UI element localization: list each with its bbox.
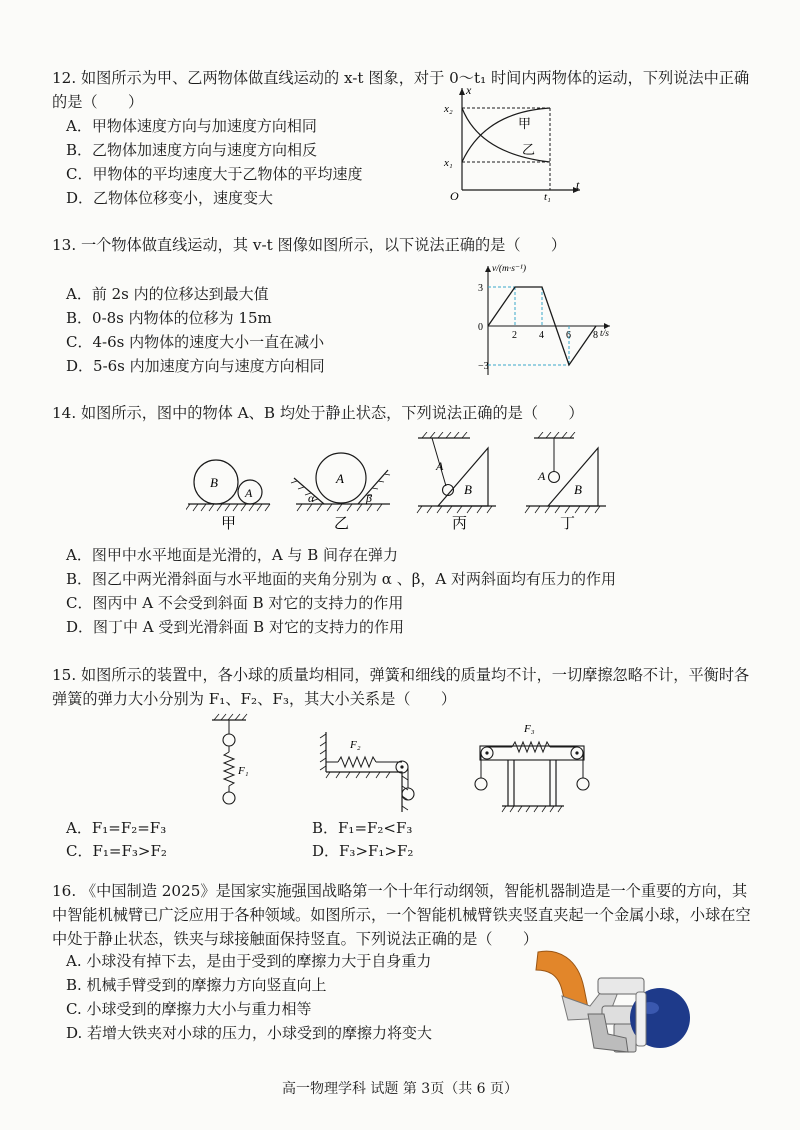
q14-fig-bing (417, 432, 496, 532)
q15-fig-2 (320, 732, 414, 812)
q12-yi-label: 乙 (522, 142, 536, 157)
q13-stem: 13. 一个物体做直线运动，其 v-t 图像如图所示，以下说法正确的是（ ） (52, 236, 567, 254)
question-15 (52, 663, 752, 711)
q15-option-c: C．F₁=F₃>F₂ (66, 842, 167, 860)
q14-label-yi: 乙 (334, 516, 350, 532)
q14-jia-A: A (245, 486, 253, 500)
q12-t1-label: t₁ (544, 191, 551, 202)
question-16 (52, 879, 752, 951)
q12-stem: 12. 如图所示为甲、乙两物体做直线运动的 x-t 图象，对于 0～t₁ 时间内两物体的运动，下列说法中正确的是（ ） (52, 69, 750, 111)
q13-vt-graph (470, 260, 620, 380)
q14-option-a: A．图甲中水平地面是光滑的，A 与 B 间存在弹力 (66, 546, 398, 564)
q12-axis-t-label: t (576, 178, 580, 192)
q14-label-bing: 丙 (452, 516, 468, 532)
q13-option-b: B．0-8s 内物体的位移为 15m (66, 309, 272, 327)
page-footer: 高一物理学科 试题 第 3页（共 6 页） (281, 1081, 519, 1097)
q13-axis-v-label: v/(m·s⁻¹) (492, 264, 526, 274)
q14-jia-B: B (210, 475, 218, 490)
q15-F1-label: F₁ (238, 765, 249, 777)
q14-option-b: B．图乙中两光滑斜面与水平地面的夹角分别为 α 、β，A 对两斜面均有压力的作用 (66, 570, 616, 588)
q14-bing-B: B (464, 482, 472, 497)
q12-x2-label: x₂ (444, 103, 453, 115)
q13-ytick: −3 (478, 361, 489, 372)
q12-xt-graph (440, 82, 590, 202)
q14-ding-A: A (538, 469, 546, 483)
q13-xtick: 6 (566, 330, 571, 341)
q16-option-a: A. 小球没有掉下去，是由于受到的摩擦力大于自身重力 (66, 952, 432, 970)
q15-option-a: A．F₁=F₂=F₃ (66, 819, 167, 837)
q13-ytick: 3 (478, 283, 483, 294)
q15-option-b: B．F₁=F₂<F₃ (312, 819, 413, 837)
q13-xtick: 8 (593, 330, 598, 341)
q15-F3-label: F₃ (524, 723, 535, 735)
q13-ytick: 0 (478, 322, 483, 333)
question-13 (52, 233, 752, 257)
q14-option-d: D．图丁中 A 受到光滑斜面 B 对它的支持力的作用 (66, 618, 404, 636)
q12-jia-label: 甲 (518, 116, 532, 131)
q15-stem: 15. 如图所示的装置中，各小球的质量均相同，弹簧和细线的质量均不计，一切摩擦忽略不计，平衡时各弹簧的弹力大小分别为 F₁、F₂、F₃，其大小关系是（ ） (52, 666, 750, 708)
q12-option-b: B．乙物体加速度方向与速度方向相反 (66, 141, 318, 159)
q14-bing-A: A (436, 459, 444, 473)
q16-stem: 16. 《中国制造 2025》是国家实施强国战略第一个十年行动纲领，智能机器制造是一个重要的方向，其中智能机械臂已广泛应用于各种领域。如图所示，一个智能机械臂铁夹竖直夹起一个金属小球，小球在空中处于静止状态，铁夹与球接触面保持竖直。下列说法正确的是（ ） (52, 882, 751, 948)
q16-option-d: D. 若增大铁夹对小球的压力，小球受到的摩擦力将变大 (66, 1024, 433, 1042)
q16-option-c: C. 小球受到的摩擦力大小与重力相等 (66, 1000, 312, 1018)
q15-F2-label: F₂ (350, 739, 361, 751)
q12-option-d: D．乙物体位移变小，速度变大 (66, 189, 274, 207)
q12-option-a: A．甲物体速度方向与加速度方向相同 (66, 117, 317, 135)
q15-figures (200, 712, 600, 816)
q12-x1-label: x₁ (444, 157, 453, 169)
q13-xtick: 2 (512, 330, 517, 341)
q14-yi-alpha: α (308, 491, 315, 505)
q14-fig-jia (186, 460, 270, 532)
q14-ding-B: B (574, 482, 582, 497)
q15-fig-3 (475, 723, 589, 812)
q13-axis-t-label: t/s (600, 329, 609, 339)
q15-fig-1 (212, 714, 249, 804)
q14-figures (186, 432, 626, 532)
q15-option-d: D．F₃>F₁>F₂ (312, 842, 414, 860)
q16-option-b: B. 机械手臂受到的摩擦力方向竖直向上 (66, 976, 327, 994)
q13-xtick: 4 (539, 330, 544, 341)
robot-arm-image (528, 948, 698, 1066)
q13-option-d: D．5-6s 内加速度方向与速度方向相同 (66, 357, 325, 375)
q12-origin-label: O (450, 189, 459, 202)
question-14 (52, 401, 752, 425)
q14-label-jia: 甲 (221, 516, 237, 532)
question-12 (52, 66, 752, 114)
q14-yi-A: A (336, 471, 344, 486)
q13-option-a: A．前 2s 内的位移达到最大值 (66, 285, 269, 303)
q14-fig-yi (291, 453, 390, 532)
q14-yi-beta: β (366, 491, 372, 505)
q13-option-c: C．4-6s 内物体的速度大小一直在减小 (66, 333, 325, 351)
q14-label-ding: 丁 (560, 516, 576, 532)
q12-axis-x-label: x (466, 83, 472, 97)
q14-fig-ding (525, 432, 606, 532)
q14-stem: 14. 如图所示，图中的物体 A、B 均处于静止状态，下列说法正确的是（ ） (52, 404, 584, 422)
q12-option-c: C．甲物体的平均速度大于乙物体的平均速度 (66, 165, 363, 183)
q14-option-c: C．图丙中 A 不会受到斜面 B 对它的支持力的作用 (66, 594, 404, 612)
